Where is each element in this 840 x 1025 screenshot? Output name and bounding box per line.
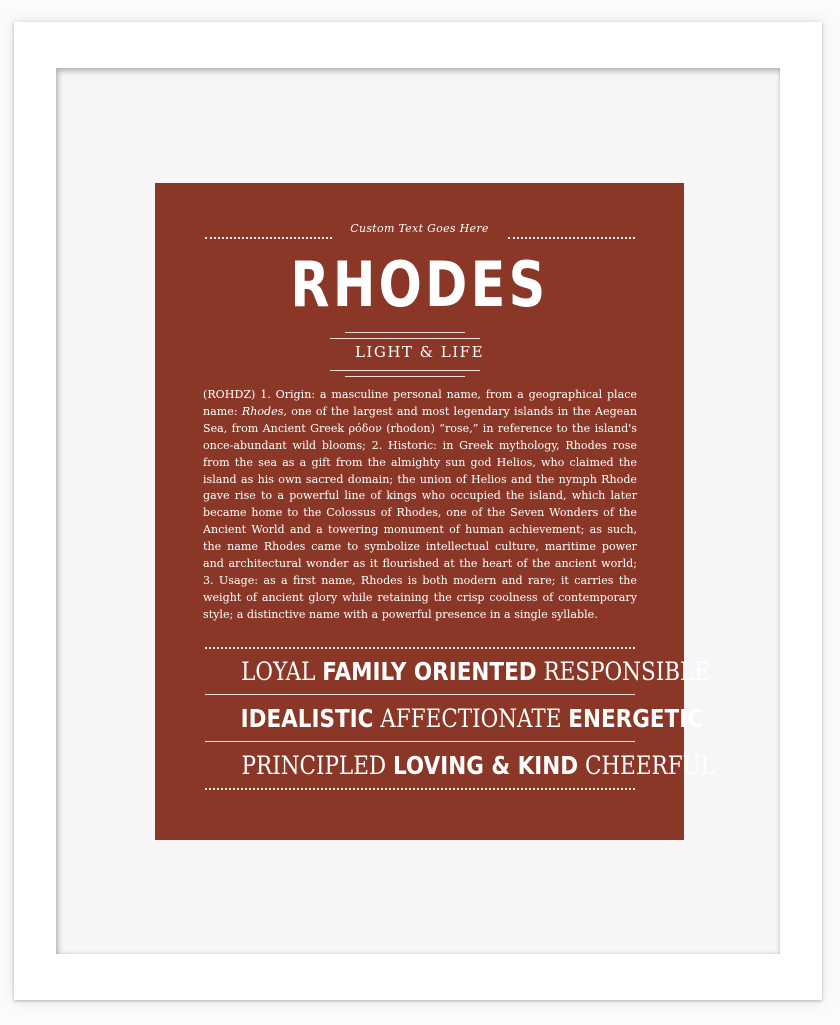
name-print xyxy=(155,183,716,840)
trait: LOYAL xyxy=(241,657,316,686)
trait: AFFECTIONATE xyxy=(380,704,562,733)
picture-frame xyxy=(14,22,822,1000)
trait: ENERGETIC xyxy=(568,704,704,733)
custom-text: Custom Text Goes Here xyxy=(350,222,489,235)
name-title: RHODES xyxy=(290,248,549,321)
usage-text: as a first name, Rhodes is both modern and rare; it carries the weight of ancient glory while retaining the crisp coolness of contemporary style; a distinctive name with a powerful presence in a single syllable. xyxy=(203,573,637,621)
name-meaning: LIGHT & LIFE xyxy=(354,343,485,361)
top-dotted-rule-left xyxy=(205,237,332,239)
trait: IDEALISTIC xyxy=(240,704,374,733)
origin-text: a masculine personal name, from a geographical place name: xyxy=(203,388,637,418)
top-dotted-rule-right xyxy=(508,237,635,239)
origin-label: 1. Origin: xyxy=(260,388,316,401)
origin-italic-name: Rhodes xyxy=(241,404,284,418)
trait: FAMILY ORIENTED xyxy=(322,657,537,686)
meaning-rule-top xyxy=(345,332,465,333)
historic-text: in Greek mythology, Rhodes rose from the sea as a gift from the almighty sun god Helios, who claimed the island as his own sacred domain; the union of Helios and the nymph Rhode gave rise to a powerful line of kings who occupied the island, which later became home to the Colossus of Rhodes, one of the Seven Wonders of the Ancient World and a towering monument of human achievement; as such, the name Rhodes came to symbolize intellectual culture, maritime power and architectural wonder as it flourished at the heart of the ancient world; xyxy=(203,438,637,571)
mat-board xyxy=(56,68,780,954)
trait-line-3 xyxy=(203,751,716,781)
origin-text-rest: , one of the largest and most legendary islands in the Aegean Sea, from Ancient Greek ρόδον (rhodon) “rose,” in reference to the island's once-abundant wild blooms; xyxy=(203,404,637,452)
name-definition xyxy=(203,387,637,624)
trait-divider-1 xyxy=(205,694,635,695)
trait: LOVING & KIND xyxy=(392,751,579,780)
trait: PRINCIPLED xyxy=(241,751,387,780)
meaning-rule-bottom xyxy=(345,376,465,377)
traits-dotted-rule-top xyxy=(205,647,635,649)
trait-divider-2 xyxy=(205,741,635,742)
trait-line-1 xyxy=(203,657,710,687)
pronunciation: (ROHDZ) xyxy=(203,388,256,401)
historic-label: 2. Historic: xyxy=(371,438,437,452)
trait: CHEERFUL xyxy=(584,751,716,780)
trait-line-2 xyxy=(203,704,704,734)
meaning-rule-top-wide xyxy=(330,338,480,339)
usage-label: 3. Usage: xyxy=(203,573,258,587)
meaning-rule-bottom-wide xyxy=(330,370,480,371)
trait: RESPONSIBLE xyxy=(543,657,710,686)
traits-dotted-rule-bottom xyxy=(205,788,635,790)
